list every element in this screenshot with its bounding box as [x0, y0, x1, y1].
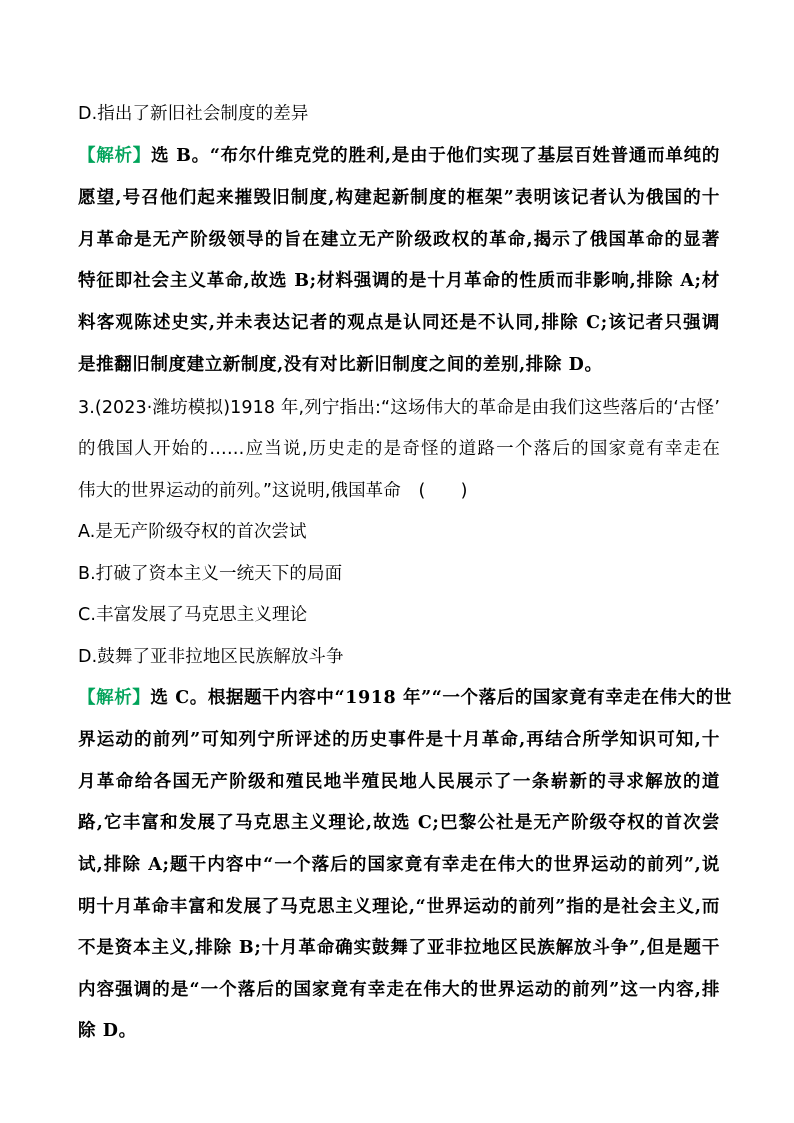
q3-option-b: B.打破了资本主义一统天下的局面 [78, 564, 343, 584]
q3-analysis-line-9: 除 D。 [78, 1021, 137, 1041]
analysis-tag: 【解析】 [78, 688, 151, 708]
q2-analysis-line-4: 特征即社会主义革命,故选 B;材料强调的是十月革命的性质而非影响,排除 A;材 [78, 271, 720, 291]
q2-analysis-text: 选 B。“布尔什维克党的胜利,是由于他们实现了基层百姓普通而单纯的 [150, 146, 720, 166]
q3-option-d: D.鼓舞了亚非拉地区民族解放斗争 [78, 647, 344, 667]
q3-analysis-line-6: 明十月革命丰富和发展了马克思主义理论,“世界运动的前列”指的是社会主义,而 [78, 897, 720, 917]
q2-option-d: D.指出了新旧社会制度的差异 [78, 104, 309, 124]
q3-analysis-line-7: 不是资本主义,排除 B;十月革命确实鼓舞了亚非拉地区民族解放斗争”,但是题干 [78, 938, 720, 958]
q3-option-a: A.是无产阶级夺权的首次尝试 [78, 522, 307, 542]
q3-stem-line-2: 的俄国人开始的……应当说,历史走的是奇怪的道路一个落后的国家竟有幸走在 [78, 439, 720, 459]
q3-analysis-line-2: 界运动的前列”可知列宁所评述的历史事件是十月革命,再结合所学知识可知,十 [78, 730, 720, 750]
q3-analysis-line-3: 月革命给各国无产阶级和殖民地半殖民地人民展示了一条崭新的寻求解放的道 [78, 772, 720, 792]
q3-stem-line-1: 3.(2023·潍坊模拟)1918 年,列宁指出:“这场伟大的革命是由我们这些落后的‘古怪’ [78, 398, 720, 418]
q3-option-c: C.丰富发展了马克思主义理论 [78, 605, 308, 625]
q2-analysis-line-1 [78, 148, 720, 166]
q3-analysis-text: 选 C。根据题干内容中“1918 年”“一个落后的国家竟有幸走在伟大的世 [150, 688, 733, 708]
q2-analysis-line-2: 愿望,号召他们起来摧毁旧制度,构建起新制度的框架”表明该记者认为俄国的十 [78, 188, 720, 208]
q3-analysis-line-8: 内容强调的是“一个落后的国家竟有幸走在伟大的世界运动的前列”这一内容,排 [78, 980, 720, 1000]
q3-stem-line-3: 伟大的世界运动的前列。”这说明,俄国革命 ( ) [78, 481, 468, 501]
q2-analysis-line-6: 是推翻旧制度建立新制度,没有对比新旧制度之间的差别,排除 D。 [78, 355, 603, 375]
analysis-tag: 【解析】 [78, 146, 151, 166]
q2-analysis-line-5: 料客观陈述史实,并未表达记者的观点是认同还是不认同,排除 C;该记者只强调 [78, 313, 720, 333]
q2-analysis-line-3: 月革命是无产阶级领导的旨在建立无产阶级政权的革命,揭示了俄国革命的显著 [78, 230, 720, 250]
q3-analysis-line-5: 试,排除 A;题干内容中“一个落后的国家竟有幸走在伟大的世界运动的前列”,说 [78, 855, 720, 875]
q3-analysis-line-1 [78, 688, 733, 708]
q3-analysis-line-4: 路,它丰富和发展了马克思主义理论,故选 C;巴黎公社是无产阶级夺权的首次尝 [78, 813, 720, 833]
